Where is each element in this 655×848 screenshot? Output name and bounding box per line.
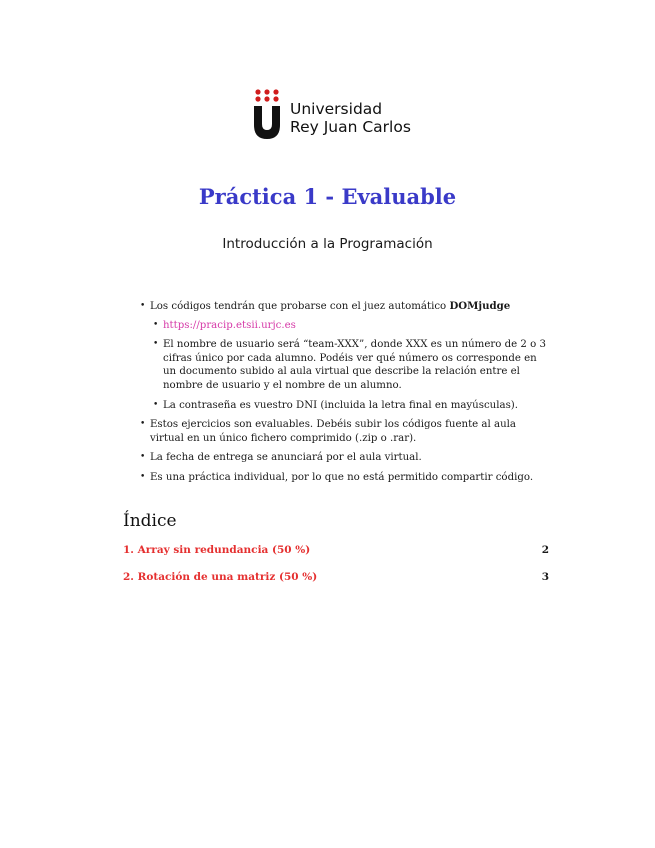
bullet-text: El nombre de usuario será “team-XXX”, donde XXX es un número de 2 o 3 cifras único por cada alumno. Podéis ver qué número os corresponde en un documento subido al aula virtual que describe la relación entre el nombre de usuario y el nombre de un alumno. bbox=[163, 339, 546, 391]
bullet-text: La contraseña es vuestro DNI (incluida la letra final en mayúsculas). bbox=[163, 399, 519, 411]
university-name-line2: Rey Juan Carlos bbox=[290, 118, 411, 136]
toc-entry-page[interactable]: 2 bbox=[541, 544, 549, 556]
list-item bbox=[150, 418, 550, 445]
bullet-text: Estos ejercicios son evaluables. Debéis subir los códigos fuente al aula virtual en un único fichero comprimido (.zip o .rar). bbox=[150, 419, 516, 444]
instructions-list bbox=[150, 300, 550, 485]
table-of-contents bbox=[123, 544, 549, 598]
domjudge-label: DOMjudge bbox=[449, 300, 511, 312]
bullet-text: Es una práctica individual, por lo que no está permitido compartir código. bbox=[150, 471, 534, 483]
university-logo bbox=[252, 88, 411, 140]
university-name-line1: Universidad bbox=[290, 100, 383, 118]
bullet-text: Los códigos tendrán que probarse con el juez automático bbox=[150, 301, 450, 312]
sub-list bbox=[163, 319, 550, 413]
index-heading: Índice bbox=[123, 511, 177, 531]
list-item bbox=[163, 319, 550, 333]
list-item bbox=[163, 338, 550, 392]
toc-entry-label[interactable]: 2. Rotación de una matriz (50 %) bbox=[123, 571, 318, 583]
list-item bbox=[163, 399, 550, 413]
list-item bbox=[150, 471, 550, 485]
list-item bbox=[150, 300, 550, 412]
toc-entry[interactable] bbox=[123, 571, 549, 598]
judge-url-link[interactable]: https://pracip.etsii.urjc.es bbox=[163, 319, 296, 331]
list-item bbox=[150, 451, 550, 465]
document-subtitle: Introducción a la Programación bbox=[222, 236, 433, 252]
toc-entry[interactable] bbox=[123, 544, 549, 571]
toc-entry-page[interactable]: 3 bbox=[541, 571, 549, 583]
urjc-logo-icon bbox=[252, 88, 282, 140]
university-name bbox=[290, 100, 411, 136]
document-title: Práctica 1 - Evaluable bbox=[198, 184, 457, 209]
instructions bbox=[150, 300, 550, 491]
bullet-text: La fecha de entrega se anunciará por el aula virtual. bbox=[150, 452, 422, 464]
toc-entry-label[interactable]: 1. Array sin redundancia (50 %) bbox=[123, 544, 311, 556]
